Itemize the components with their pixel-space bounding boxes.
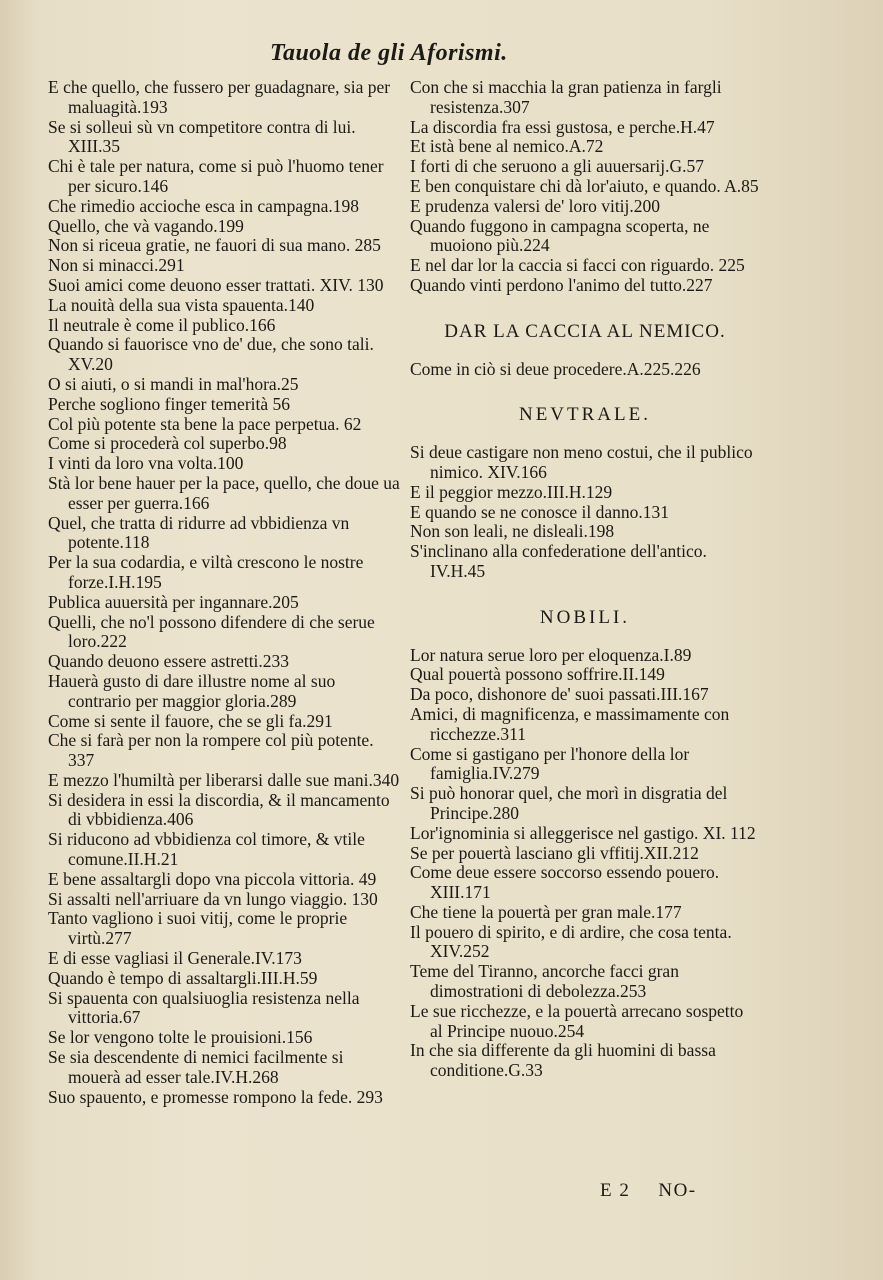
index-entry: E quando se ne conosce il danno.131 (410, 501, 670, 522)
index-entry: E che quello, che fussero per guadagnare, sia per maluagità.193 (48, 77, 391, 117)
section-entries-nobili (410, 646, 760, 1082)
index-entry: Quando deuono essere astretti.233 (48, 651, 290, 672)
index-entry: Quando è tempo di assaltargli.III.H.59 (48, 967, 318, 988)
index-entry: Quando si fauorisce vno de' due, che sono tali. XV.20 (48, 334, 374, 375)
index-entry: Si deue castigare non meno costui, che il publico nimico. XIV.166 (410, 442, 753, 482)
index-entry: Si desidera in essi la discordia, & il mancamento di vbbidienza.406 (48, 789, 390, 830)
catchword: NO- (658, 1180, 697, 1201)
index-entry: Si può honorar quel, che morì in disgratia del Principe.280 (410, 783, 728, 823)
index-entry: Suoi amici come deuono esser trattati. XIV. 130 (48, 274, 384, 295)
index-entry: O si aiuti, o si mandi in mal'hora.25 (48, 373, 299, 394)
index-entry: Come si procederà col superbo.98 (48, 433, 287, 454)
index-entry: Tanto vagliono i suoi vitij, come le proprie virtù.277 (48, 908, 348, 949)
index-entry: Quando fuggono in campagna scoperta, ne muoiono più.224 (410, 215, 710, 256)
index-entry: Stà lor bene hauer per la pace, quello, che doue ua esser per guerra.166 (48, 472, 400, 513)
index-entry: Lor'ignominia si alleggerisce nel gastigo. XI. 112 (410, 822, 756, 843)
index-entry: Col più potente sta bene la pace perpetua. 62 (48, 413, 362, 434)
index-entry: Hauerà gusto di dare illustre nome al suo contrario per maggior gloria.289 (48, 670, 336, 711)
index-entry: La nouità della sua vista spauenta.140 (48, 294, 315, 315)
index-entry: E nel dar lor la caccia si facci con riguardo. 225 (410, 255, 745, 276)
section-heading-neutrale: NEVTRALE. (518, 404, 651, 426)
index-entry: Perche sogliono finger temerità 56 (48, 393, 291, 414)
index-entry: Quando vinti perdono l'animo del tutto.227 (410, 274, 713, 295)
right-column (410, 78, 760, 1081)
index-entry: Se lor vengono tolte le prouisioni.156 (48, 1027, 313, 1048)
index-entry: E di esse vagliasi il Generale.IV.173 (48, 948, 302, 969)
index-entry: Con che si macchia la gran patienza in fargli resistenza.307 (410, 77, 722, 117)
index-entry: Non son leali, ne disleali.198 (410, 521, 615, 542)
section-entries-dar-la-caccia (410, 360, 760, 380)
index-entry: Lor natura serue loro per eloquenza.I.89 (410, 644, 692, 665)
index-entry: I forti di che seruono a gli auuersarij.G.57 (410, 156, 705, 177)
index-entry: Suo spauento, e promesse rompono la fede. 293 (48, 1086, 383, 1107)
index-entry: Come si gastigano per l'honore della lor famiglia.IV.279 (410, 743, 690, 784)
index-entry: Se per pouertà lasciano gli vffitij.XII.212 (410, 842, 699, 863)
index-entry: Qual pouertà possono soffrire.II.149 (410, 664, 665, 685)
index-entry: Per la sua codardia, e viltà crescono le nostre forze.I.H.195 (48, 552, 364, 592)
right-entries-top (410, 78, 760, 296)
index-entry: La discordia fra essi gustosa, e perche.H.47 (410, 116, 715, 137)
index-entry: I vinti da loro vna volta.100 (48, 453, 244, 474)
index-entry: S'inclinano alla confederatione dell'antico. IV.H.45 (410, 541, 707, 581)
index-entry: Le sue ricchezze, e la pouertà arrecano sospetto al Principe nuouo.254 (410, 1000, 744, 1041)
index-entry: Quello, che và vagando.199 (48, 215, 244, 236)
index-entry: Se sia descendente di nemici facilmente si mouerà ad esser tale.IV.H.268 (48, 1047, 344, 1087)
index-entry: Publica auuersità per ingannare.205 (48, 591, 299, 612)
index-entry: Se si solleui sù vn competitore contra di lui. XIII.35 (48, 116, 356, 157)
index-entry: E prudenza valersi de' loro vitij.200 (410, 195, 661, 216)
index-entry: Come deue essere soccorso essendo pouero. XIII.171 (410, 862, 720, 903)
section-heading-nobili: NOBILI. (539, 606, 631, 628)
index-entry: Quel, che tratta di ridurre ad vbbidienza vn potente.118 (48, 512, 350, 553)
index-entry: Che rimedio accioche esca in campagna.198 (48, 195, 359, 216)
page-footer (600, 1180, 697, 1202)
index-entry: Si assalti nell'arriuare da vn lungo viaggio. 130 (48, 888, 378, 909)
index-entry: Da poco, dishonore de' suoi passati.III.167 (410, 684, 709, 705)
index-entry: Che tiene la pouertà per gran male.177 (410, 901, 682, 922)
index-entry: E bene assaltargli dopo vna piccola vittoria. 49 (48, 868, 377, 889)
index-entry: Amici, di magnificenza, e massimamente con ricchezze.311 (410, 703, 730, 744)
index-entry: Come si sente il fauore, che se gli fa.291 (48, 710, 333, 731)
index-entry: Il pouero di spirito, e di ardire, che cosa tenta. XIV.252 (410, 921, 732, 962)
index-entry: Si riducono ad vbbidienza col timore, & vtile comune.II.H.21 (48, 829, 365, 870)
index-entry: Non si riceua gratie, ne fauori di sua mano. 285 (48, 235, 381, 256)
page-title: Tauola de gli Aforismi. (270, 40, 508, 66)
index-entry: Come in ciò si deue procedere.A.225.226 (410, 358, 701, 379)
index-entry: Il neutrale è come il publico.166 (48, 314, 276, 335)
index-entry: Si spauenta con qualsiuoglia resistenza nella vittoria.67 (48, 987, 360, 1028)
index-entry: Che si farà per non la rompere col più potente. 337 (48, 730, 374, 771)
section-entries-neutrale (410, 443, 760, 582)
index-entry: Quelli, che no'l possono difendere di che serue loro.222 (48, 611, 375, 652)
index-entry: E ben conquistare chi dà lor'aiuto, e quando. A.85 (410, 175, 759, 196)
index-entry: Non si minacci.291 (48, 255, 185, 276)
index-entry: In che sia differente da gli huomini di bassa conditione.G.33 (410, 1040, 716, 1081)
index-entry: E mezzo l'humiltà per liberarsi dalle sue mani.340 (48, 769, 400, 790)
index-entry: Teme del Tiranno, ancorche facci gran dimostrationi di debolezza.253 (410, 961, 679, 1002)
index-entry: Chi è tale per natura, come si può l'huomo tener per sicuro.146 (48, 156, 384, 196)
index-entry: Et istà bene al nemico.A.72 (410, 136, 604, 157)
signature-mark: E 2 (600, 1180, 631, 1201)
section-heading-dar-la-caccia: DAR LA CACCIA AL NEMICO. (444, 320, 726, 342)
left-column (48, 78, 400, 1107)
index-entry: E il peggior mezzo.III.H.129 (410, 481, 613, 502)
